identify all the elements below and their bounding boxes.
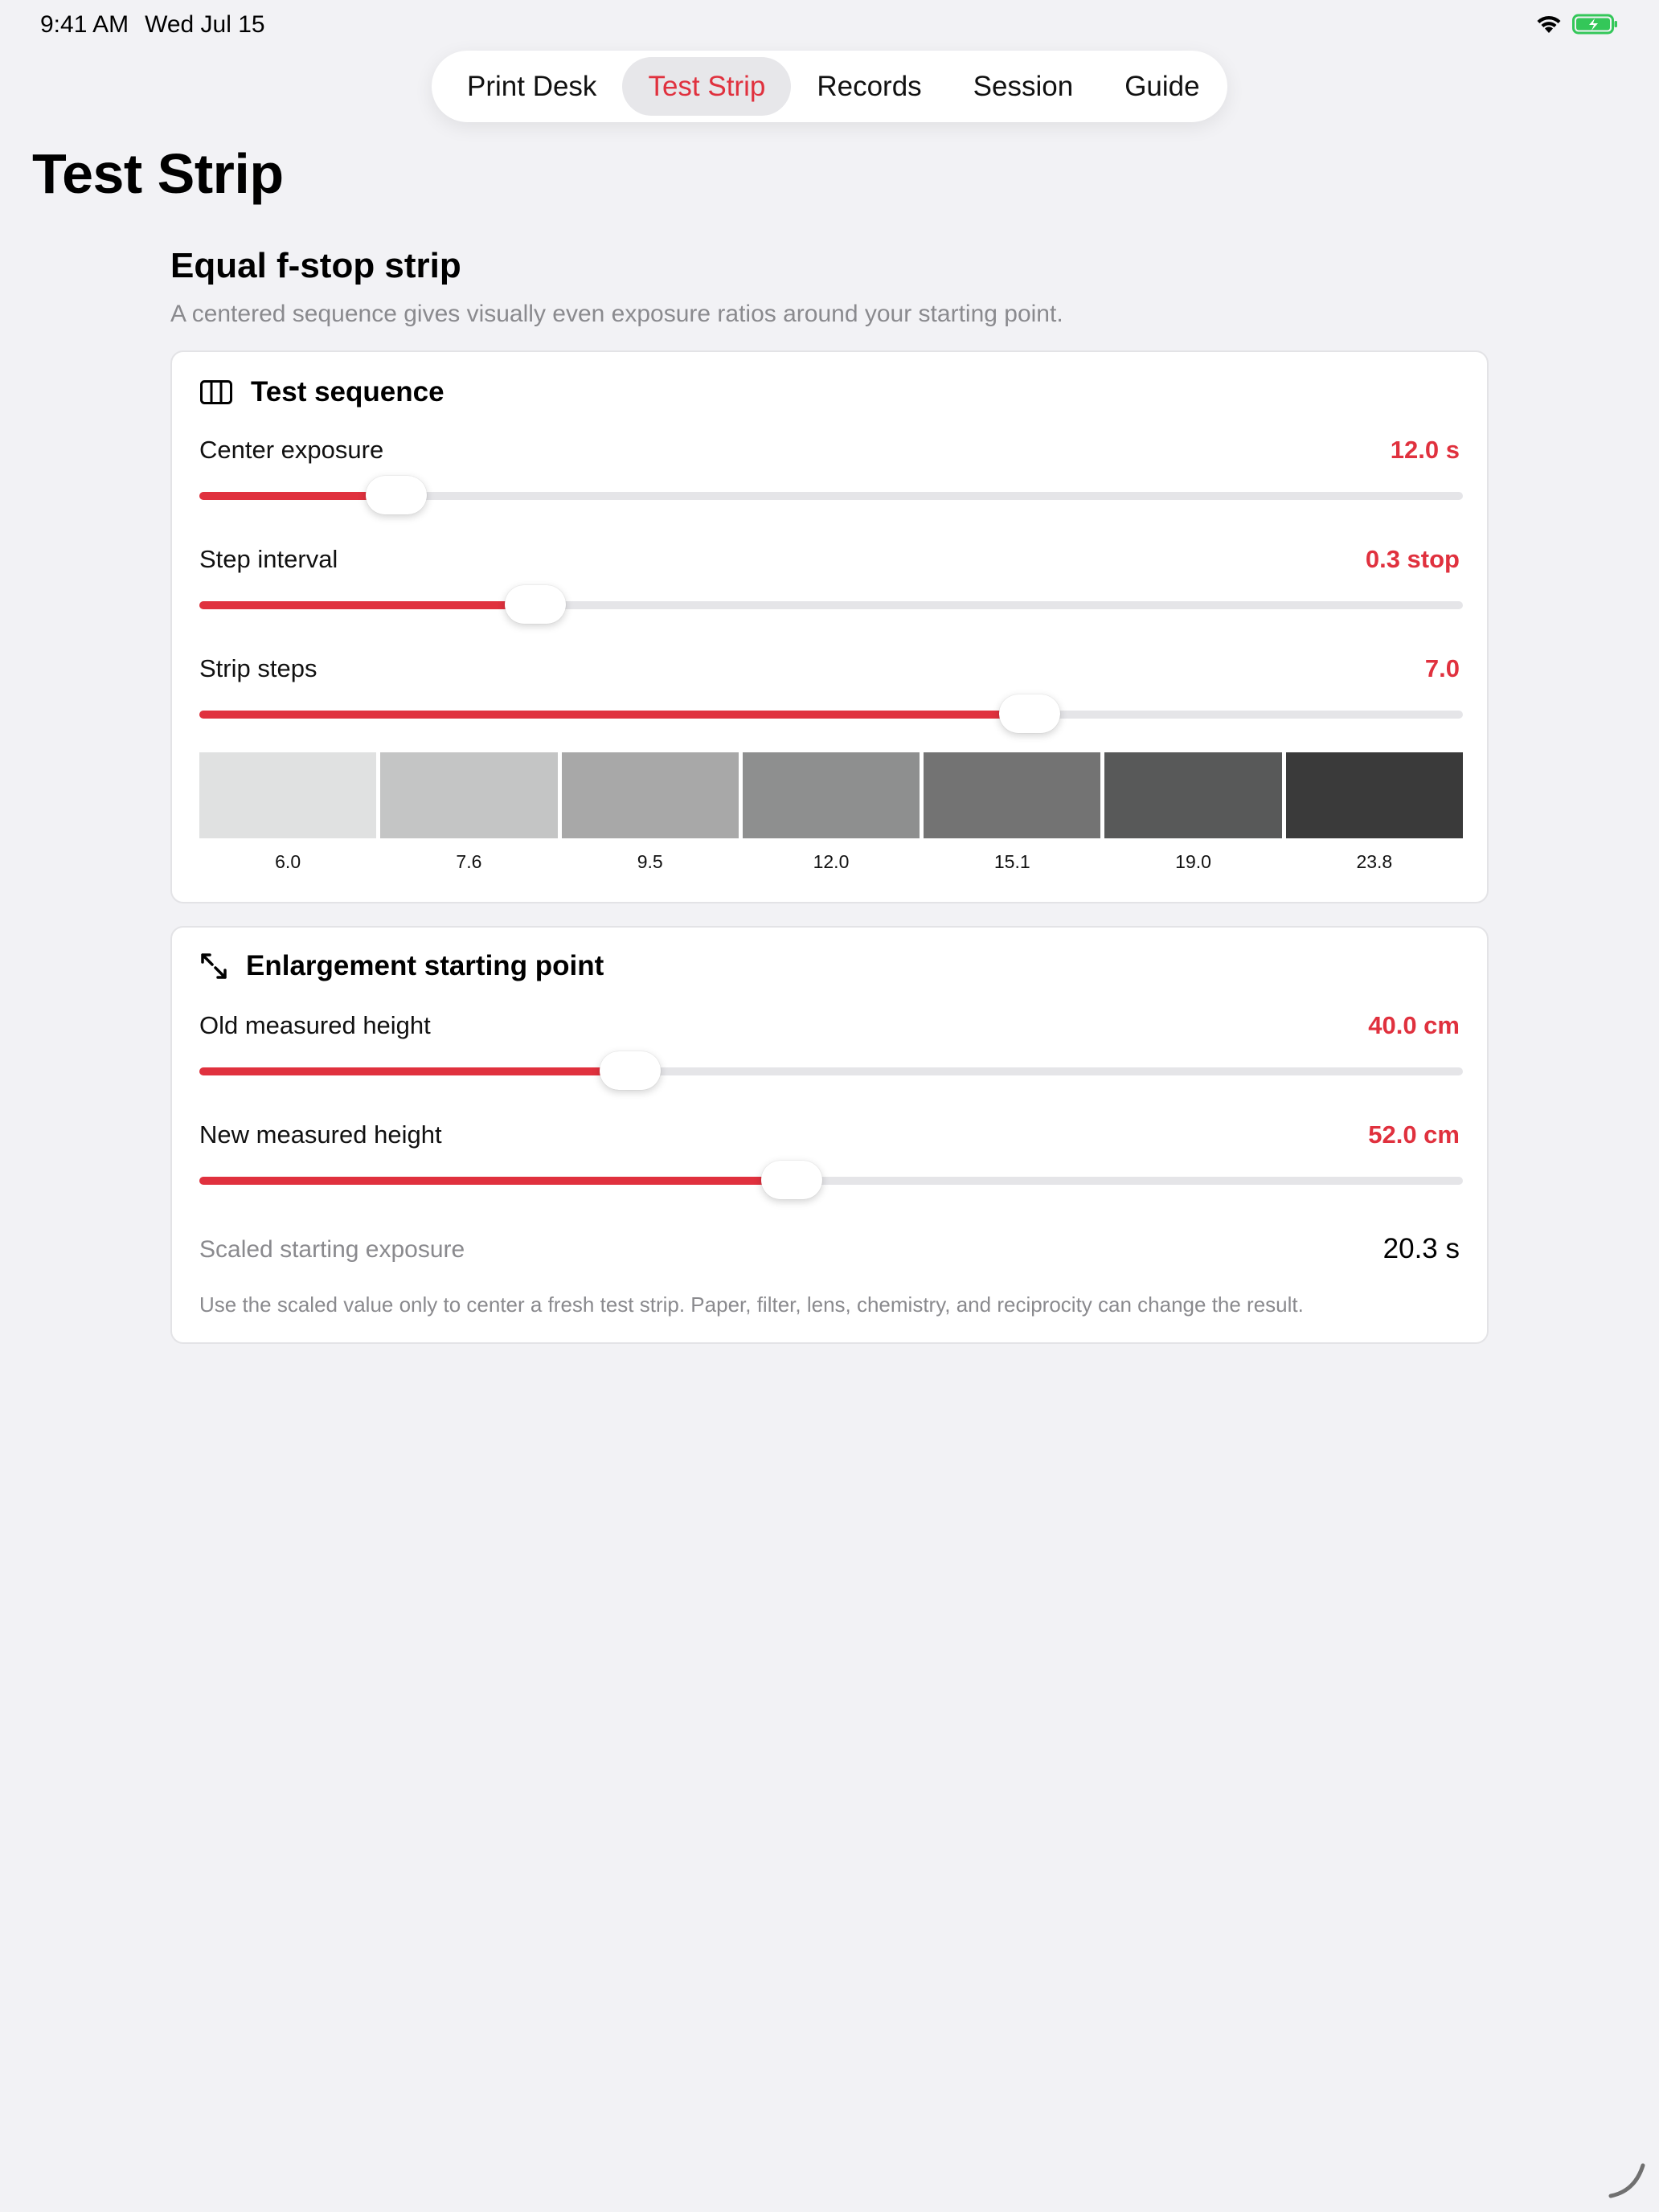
strip-steps-label: Strip steps (199, 654, 317, 682)
strip-step (380, 752, 557, 873)
slider-thumb[interactable] (505, 585, 566, 624)
slider-thumb[interactable] (366, 476, 427, 514)
strip-steps-value: 7.0 (1424, 654, 1460, 682)
strip-step-label: 19.0 (1175, 851, 1211, 872)
strip-step (1104, 752, 1281, 873)
section-subtitle: A centered sequence gives visually even exposure ratios around your starting point. (170, 301, 1063, 327)
tab-guide[interactable]: Guide (1124, 70, 1200, 102)
enlargement-header (199, 950, 604, 982)
slider-thumb[interactable] (761, 1161, 822, 1199)
step-interval-slider[interactable] (199, 588, 1463, 621)
step-interval-value: 0.3 stop (1365, 545, 1460, 573)
old-height-slider[interactable] (199, 1055, 1463, 1087)
status-time-date (40, 11, 265, 39)
strip-step-label: 7.6 (456, 851, 482, 872)
strip-step-label: 6.0 (275, 851, 301, 872)
strip-step-label: 9.5 (637, 851, 663, 872)
new-height-slider[interactable] (199, 1164, 1463, 1196)
battery-charging-icon (1572, 13, 1619, 35)
status-time: 9:41 AM (40, 11, 129, 38)
strip-step-label: 23.8 (1356, 851, 1393, 872)
strip-swatch (743, 752, 920, 838)
slider-thumb[interactable] (600, 1051, 661, 1090)
section-title: Equal f-stop strip (170, 246, 461, 285)
expand-arrows-icon (199, 952, 228, 981)
strip-step-label: 15.1 (993, 851, 1030, 872)
strip-step (1286, 752, 1463, 873)
strip-step (743, 752, 920, 873)
status-bar (0, 0, 1659, 51)
scaled-exposure-note: Use the scaled value only to center a fresh test strip. Paper, filter, lens, chemistry, and reciprocity can change the result. (199, 1292, 1304, 1317)
strip-step (199, 752, 376, 873)
page-title: Test Strip (32, 142, 284, 205)
strip-swatch (562, 752, 739, 838)
test-sequence-title: Test sequence (251, 376, 444, 408)
strip-swatch (924, 752, 1100, 838)
wifi-icon (1535, 14, 1563, 35)
test-sequence-header (199, 376, 444, 408)
tab-test-strip[interactable]: Test Strip (622, 57, 791, 116)
new-height-value: 52.0 cm (1368, 1120, 1460, 1149)
strip-step (562, 752, 739, 873)
slider-fill (199, 601, 535, 609)
center-exposure-slider[interactable] (199, 479, 1463, 511)
strip-step (924, 752, 1100, 873)
status-date: Wed Jul 15 (145, 11, 265, 38)
strip-swatch (1104, 752, 1281, 838)
tab-session[interactable]: Session (973, 70, 1074, 102)
scaled-exposure-value: 20.3 s (1382, 1233, 1460, 1264)
center-exposure-value: 12.0 s (1390, 436, 1460, 464)
columns-icon (199, 379, 233, 406)
strip-swatch (199, 752, 376, 838)
tab-records[interactable]: Records (817, 70, 922, 102)
slider-fill (199, 711, 1030, 719)
status-icons (1535, 13, 1619, 35)
strip-swatch (380, 752, 557, 838)
new-height-label: New measured height (199, 1120, 442, 1149)
corner-grabber-icon (1603, 2156, 1651, 2204)
enlargement-card (170, 926, 1489, 1344)
strip-steps-slider[interactable] (199, 698, 1463, 730)
test-sequence-card (170, 350, 1489, 903)
enlargement-title: Enlargement starting point (246, 950, 604, 981)
strip-step-label: 12.0 (813, 851, 850, 872)
scaled-exposure-label: Scaled starting exposure (199, 1236, 465, 1263)
strip-swatch (1286, 752, 1463, 838)
center-exposure-label: Center exposure (199, 436, 384, 464)
old-height-label: Old measured height (199, 1011, 431, 1039)
tab-print-desk[interactable]: Print Desk (467, 70, 597, 102)
step-interval-label: Step interval (199, 545, 338, 573)
top-tab-bar (432, 51, 1227, 122)
slider-fill (199, 1067, 630, 1075)
old-height-value: 40.0 cm (1368, 1011, 1460, 1039)
slider-thumb[interactable] (999, 694, 1060, 733)
slider-fill (199, 1177, 792, 1185)
test-strip-preview (199, 752, 1463, 873)
